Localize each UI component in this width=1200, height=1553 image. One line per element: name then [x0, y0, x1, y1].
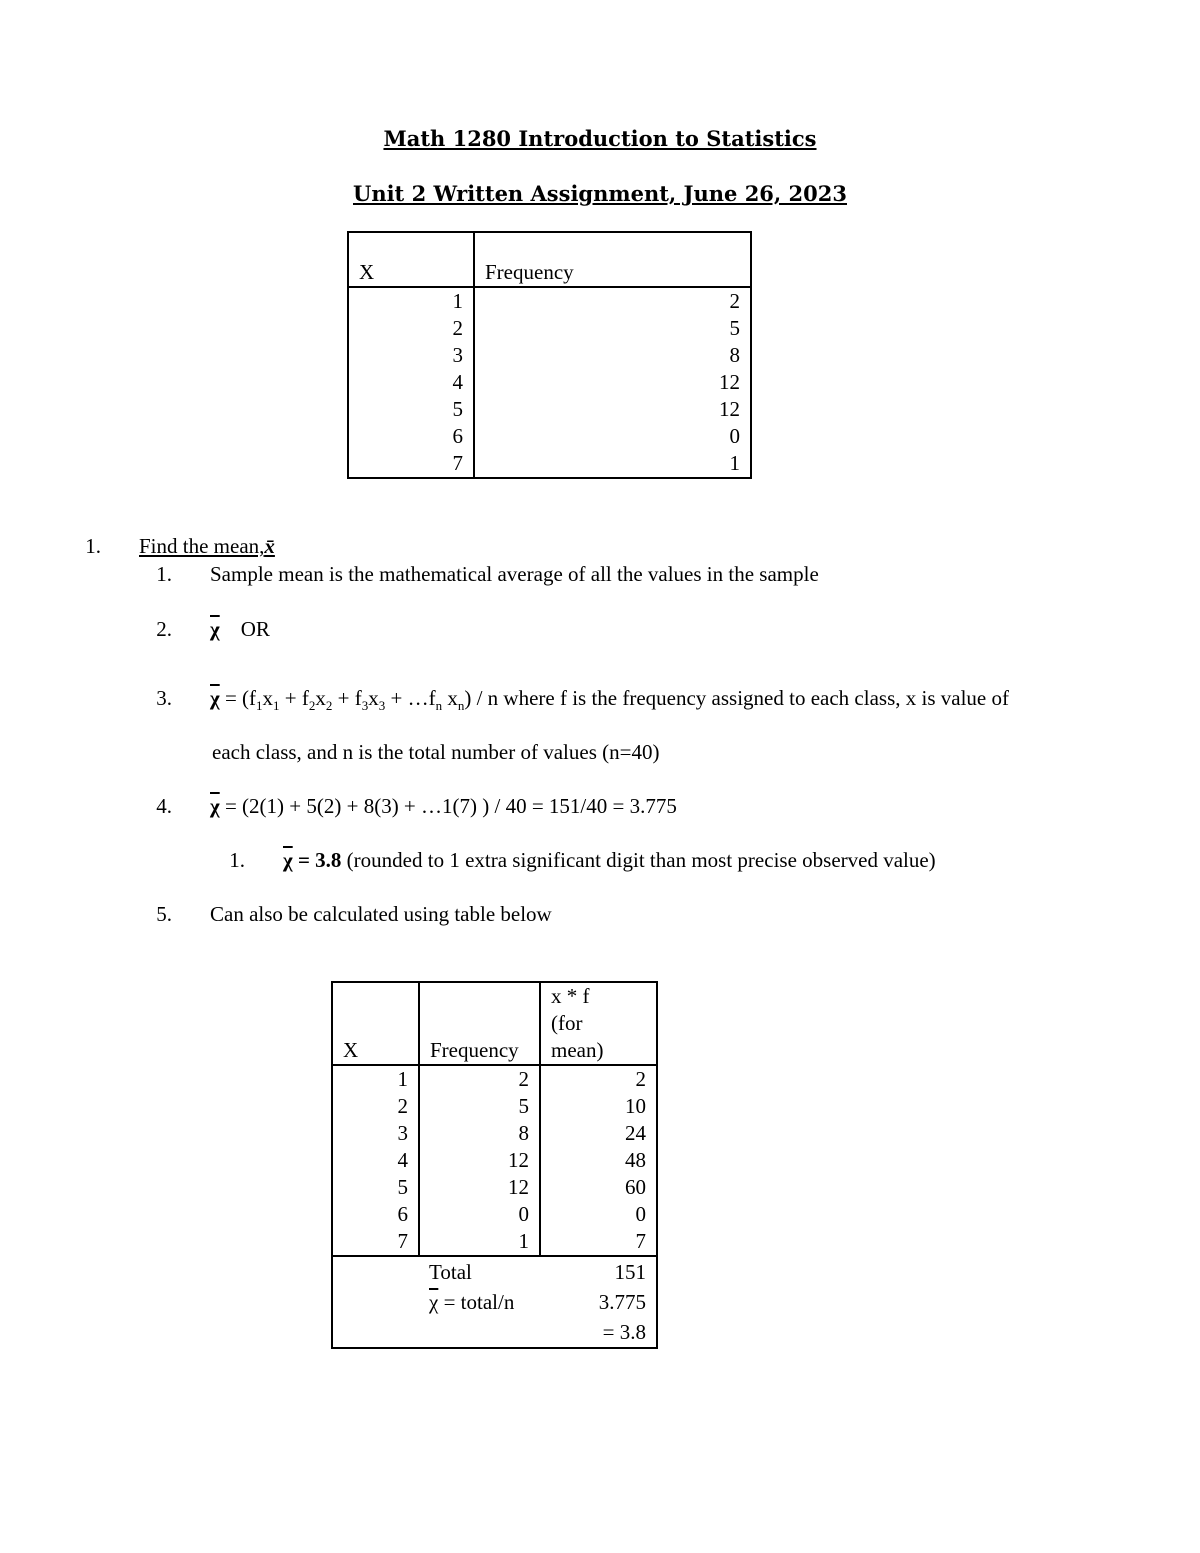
- list-item: [139, 794, 677, 819]
- cell-frequency: 12: [419, 1147, 540, 1174]
- header-line: (for: [551, 1011, 583, 1035]
- table-row: [348, 369, 751, 396]
- formula-text: + f: [332, 686, 362, 710]
- cell-x: 1: [348, 287, 474, 315]
- list-number: 1.: [229, 848, 245, 872]
- formula-text: x: [262, 686, 274, 710]
- cell-x: 5: [332, 1174, 419, 1201]
- cell-frequency: 0: [419, 1201, 540, 1228]
- subscript: 2: [308, 698, 316, 714]
- list-number: 1.: [85, 534, 101, 558]
- frequency-table: [347, 231, 752, 479]
- list-number: 4.: [156, 794, 172, 818]
- subscript: 3: [378, 698, 386, 714]
- empty-cell: [419, 1317, 540, 1348]
- header-xf: [540, 982, 657, 1065]
- cell-frequency: 5: [729, 316, 740, 340]
- rounded-row: [332, 1317, 657, 1348]
- list-number: 2.: [156, 617, 172, 641]
- list-text: each class, and n is the total number of values (n=40): [212, 740, 660, 764]
- formula-text: ) / n where f is the frequency assigned to each class, x is value of: [464, 686, 1009, 710]
- list-number: 1.: [156, 562, 172, 586]
- cell-x: 3: [332, 1120, 419, 1147]
- list-text: (rounded to 1 extra significant digit than most precise observed value): [341, 848, 936, 872]
- table-row: [348, 396, 751, 423]
- cell-x: 7: [348, 450, 474, 478]
- mean-symbol: $\overline{\chi}$: [210, 686, 220, 710]
- subscript: n: [457, 698, 465, 714]
- cell-x: 3: [348, 342, 474, 369]
- subscript: 2: [325, 698, 333, 714]
- document-title: Math 1280 Introduction to Statistics: [383, 126, 817, 151]
- subscript: 1: [273, 698, 280, 714]
- cell-x: 2: [348, 315, 474, 342]
- list-item: [139, 902, 552, 927]
- cell-x: 4: [348, 369, 474, 396]
- mean-symbol: $\overline{\chi}$: [210, 794, 220, 818]
- cell-frequency: 1: [729, 451, 740, 475]
- cell-frequency: 0: [729, 424, 740, 448]
- table-row: [332, 1147, 657, 1174]
- mean-calculation-table: [331, 981, 658, 1349]
- cell-x: 7: [332, 1228, 419, 1256]
- cell-frequency: 8: [729, 343, 740, 367]
- total-label: Total: [429, 1260, 472, 1284]
- mean-label: = total/n: [438, 1290, 515, 1314]
- mean-value: 3.775: [598, 1290, 646, 1314]
- cell-xf: 60: [625, 1175, 646, 1199]
- cell-frequency: 12: [719, 370, 740, 394]
- table-row: [348, 342, 751, 369]
- header-frequency: Frequency: [419, 982, 540, 1065]
- list-text: Sample mean is the mathematical average of all the values in the sample: [210, 562, 819, 586]
- rounded-mean: = 3.8: [292, 848, 342, 872]
- table-row: [348, 423, 751, 450]
- cell-frequency: 12: [419, 1174, 540, 1201]
- cell-xf: 10: [625, 1094, 646, 1118]
- header-line: mean): [551, 1038, 604, 1062]
- formula-text: x: [368, 686, 379, 710]
- cell-x: 2: [332, 1093, 419, 1120]
- mean-symbol: $\overline{\chi}$: [429, 1290, 439, 1314]
- list-item-continuation: [212, 740, 659, 765]
- table-row: [332, 1120, 657, 1147]
- formula-text: + f: [279, 686, 309, 710]
- cell-frequency: 8: [419, 1120, 540, 1147]
- list-number: 5.: [156, 902, 172, 926]
- cell-x: 1: [332, 1065, 419, 1093]
- cell-x: 5: [348, 396, 474, 423]
- empty-cell: [332, 1317, 419, 1348]
- list-number: 3.: [156, 686, 172, 710]
- total-row: [332, 1256, 657, 1287]
- document-subtitle: Unit 2 Written Assignment, June 26, 2023: [353, 181, 847, 206]
- table-row: [348, 287, 751, 315]
- rounded-value: = 3.8: [602, 1320, 646, 1344]
- formula-text: x: [315, 686, 326, 710]
- table-row: [332, 1201, 657, 1228]
- formula-text: x: [442, 686, 458, 710]
- total-value: 151: [614, 1260, 646, 1284]
- cell-x: 6: [332, 1201, 419, 1228]
- mean-formula: [419, 1287, 540, 1317]
- mean-row: [332, 1287, 657, 1317]
- mean-symbol: $\overline{\chi}$: [210, 617, 220, 641]
- list-item: [139, 686, 1009, 714]
- empty-cell: [332, 1287, 419, 1317]
- table-row: [332, 1065, 657, 1093]
- table-row: [348, 315, 751, 342]
- table-header-row: [348, 232, 751, 287]
- question-text: Find the mean,: [139, 534, 265, 558]
- mean-symbol: x̄: [264, 534, 275, 558]
- table-row: [332, 1093, 657, 1120]
- cell-xf: 24: [625, 1121, 646, 1145]
- cell-xf: 0: [635, 1202, 646, 1226]
- cell-frequency: 2: [729, 289, 740, 313]
- empty-cell: [332, 1256, 419, 1287]
- table-row: [348, 450, 751, 478]
- formula-text: + …f: [385, 686, 436, 710]
- cell-frequency: 2: [419, 1065, 540, 1093]
- cell-xf: 7: [540, 1228, 657, 1256]
- table-row: [332, 1228, 657, 1256]
- table-header-row: [332, 982, 657, 1065]
- list-text: Can also be calculated using table below: [210, 902, 552, 926]
- header-x: X: [332, 982, 419, 1065]
- header-frequency: Frequency: [474, 232, 751, 287]
- table-row: [332, 1174, 657, 1201]
- cell-xf: 2: [635, 1067, 646, 1091]
- list-text: OR: [240, 617, 270, 641]
- list-item: [139, 617, 270, 642]
- cell-xf: 48: [625, 1148, 646, 1172]
- header-line: x * f: [551, 984, 590, 1008]
- cell-frequency: 1: [419, 1228, 540, 1256]
- cell-x: 4: [332, 1147, 419, 1174]
- cell-frequency: 12: [719, 397, 740, 421]
- list-item: [139, 562, 819, 587]
- subscript: 1: [256, 698, 263, 714]
- formula-text: = (2(1) + 5(2) + 8(3) + …1(7) ) / 40 = 151/40 = 3.775: [219, 794, 677, 818]
- cell-x: 6: [348, 423, 474, 450]
- subscript: 3: [361, 698, 369, 714]
- subscript: n: [435, 698, 443, 714]
- cell-frequency: 5: [419, 1093, 540, 1120]
- header-x: X: [348, 232, 474, 287]
- formula-text: = (f: [219, 686, 257, 710]
- list-item: [212, 848, 936, 873]
- question-1: [68, 534, 275, 559]
- mean-symbol: $\overline{\chi}$: [283, 848, 293, 872]
